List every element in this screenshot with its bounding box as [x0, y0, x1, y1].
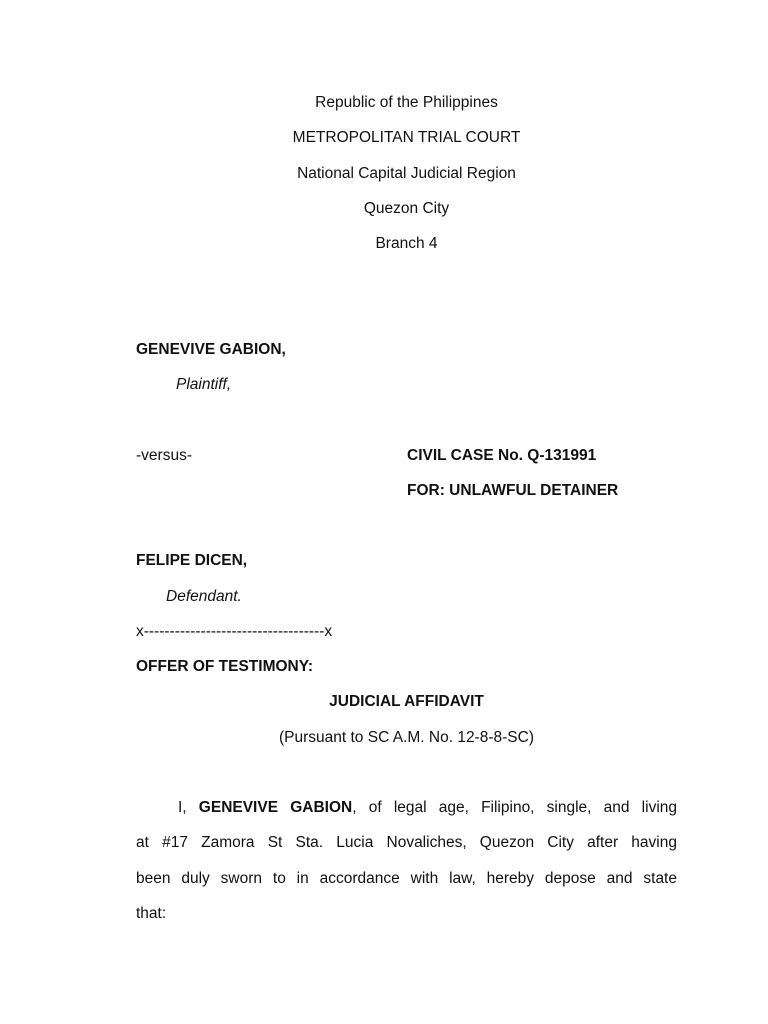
- document-title: JUDICIAL AFFIDAVIT: [329, 693, 484, 710]
- body-line-1: [178, 798, 677, 818]
- case-number: CIVIL CASE No. Q-131991: [407, 447, 597, 464]
- defendant-role: Defendant.: [166, 588, 242, 605]
- plaintiff-name: GENEVIVE GABION,: [136, 341, 286, 358]
- body-line-1-rest: , of legal age, Filipino, single, and living: [352, 799, 678, 816]
- affiant-name: GENEVIVE GABION: [198, 799, 353, 816]
- body-line-4: that:: [136, 905, 167, 922]
- body-line-3: been duly sworn to in accordance with law, hereby depose and state: [136, 870, 677, 887]
- plaintiff-role: Plaintiff,: [176, 376, 232, 393]
- header-city: Quezon City: [363, 200, 450, 217]
- document-subtitle: (Pursuant to SC A.M. No. 12-8-8-SC): [279, 729, 534, 746]
- defendant-name: FELIPE DICEN,: [136, 552, 248, 569]
- versus-label: -versus-: [136, 447, 192, 464]
- header-republic: Republic of the Philippines: [315, 94, 498, 111]
- header-branch: Branch 4: [375, 235, 438, 252]
- header-region: National Capital Judicial Region: [297, 165, 516, 182]
- body-line-2: at #17 Zamora St Sta. Lucia Novaliches, Quezon City after having: [136, 834, 677, 851]
- caption-separator: x-----------------------------------x: [136, 623, 333, 640]
- body-prefix: I,: [178, 799, 199, 816]
- offer-heading: OFFER OF TESTIMONY:: [136, 658, 314, 675]
- case-subject: FOR: UNLAWFUL DETAINER: [407, 482, 619, 499]
- header-court: METROPOLITAN TRIAL COURT: [292, 129, 521, 146]
